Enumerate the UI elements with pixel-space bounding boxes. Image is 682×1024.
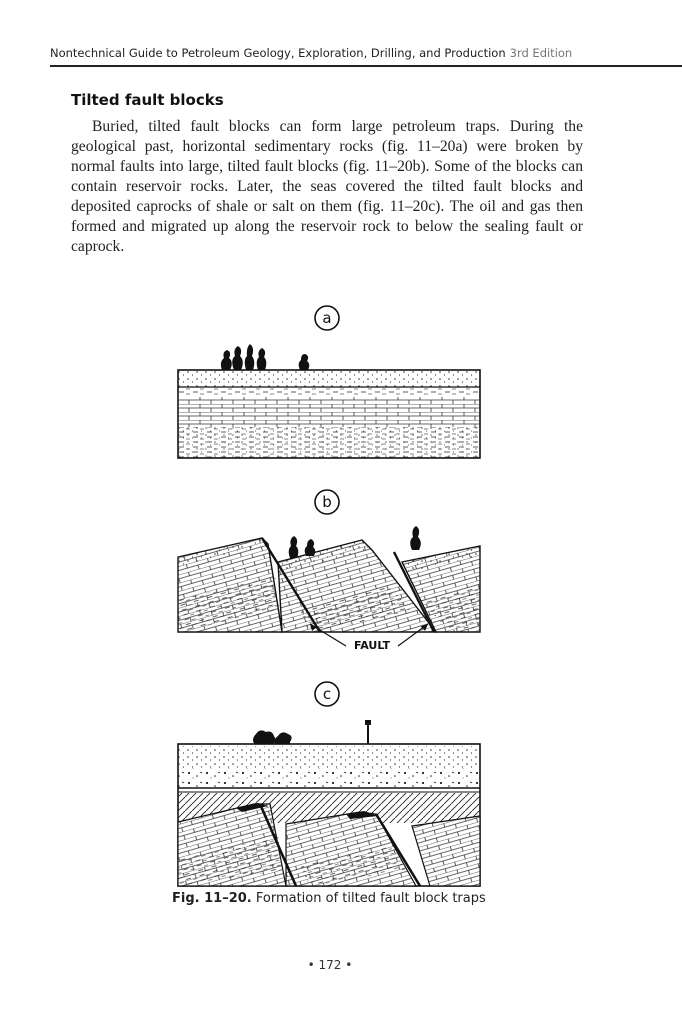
- panel-c-label: c: [322, 685, 332, 703]
- fault-label: FAULT: [353, 639, 391, 652]
- panel-c: [178, 682, 480, 886]
- section-title: Tilted fault blocks: [71, 91, 224, 109]
- tree-icon: [221, 344, 309, 370]
- caption-number: Fig. 11–20.: [172, 891, 252, 906]
- fault-block-figure: [150, 300, 510, 895]
- caption-text: Formation of tilted fault block traps: [255, 891, 486, 906]
- panel-a: [178, 306, 480, 458]
- figure-caption: [172, 891, 486, 906]
- body-paragraph: Buried, tilted fault blocks can form large petroleum traps. During the geological past, horizontal sedimentary rocks (fig. 11–20a) were broken by normal faults into large, tilted fault blocks (fig. 11–20b). Some of the blocks can contain reservoir rocks. Later, the seas covered the tilted fault blocks and deposited caprocks of shale or salt on them (fig. 11–20c). The oil and gas then formed and migrated up along the reservoir rock to below the sealing fault or caprock.: [71, 118, 583, 255]
- page-number: • 172 •: [307, 958, 353, 972]
- panel-b: [178, 490, 480, 652]
- panel-a-label: a: [322, 309, 332, 327]
- edition-label: 3rd Edition: [509, 46, 573, 60]
- panel-b-label: b: [322, 493, 332, 511]
- header-rule: [50, 65, 682, 67]
- running-header: [50, 46, 682, 60]
- book-title: Nontechnical Guide to Petroleum Geology, Exploration, Drilling, and Production: [50, 46, 506, 60]
